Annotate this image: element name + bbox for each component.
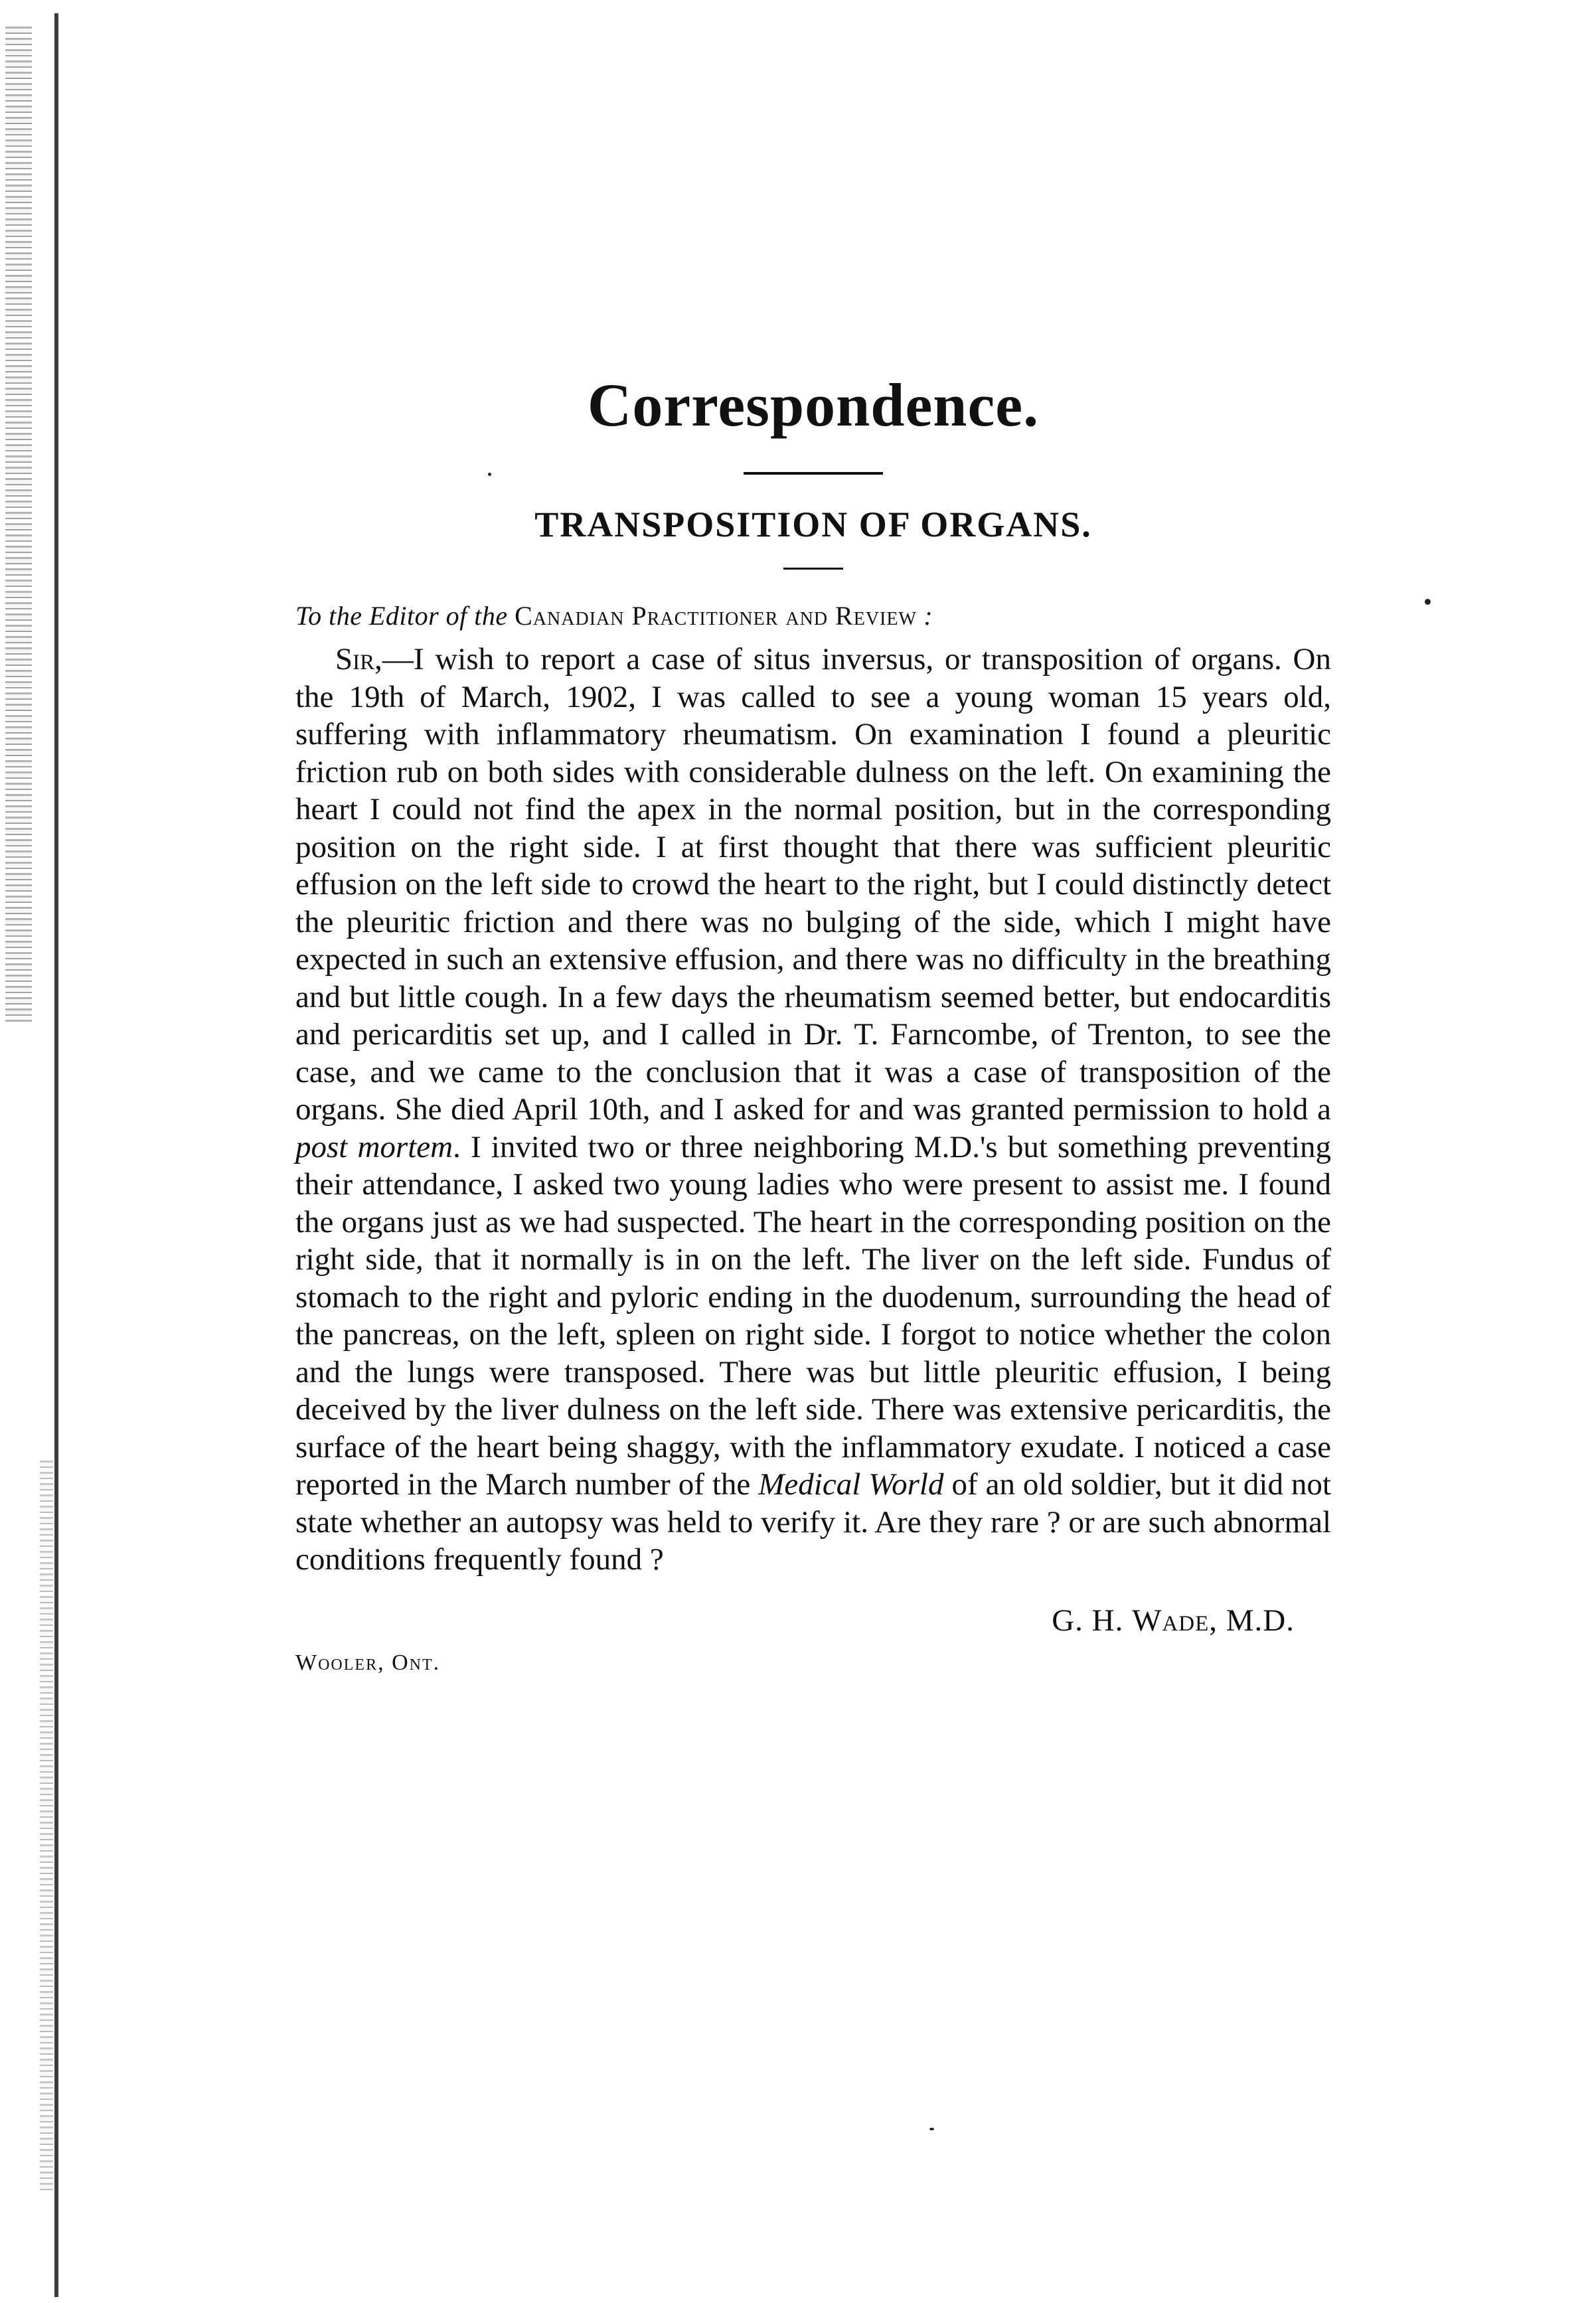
letter-text-italic-medical-world: Medical World: [758, 1467, 944, 1502]
letter-text-part-1: —I wish to report a case of situs inversus, or transposition of organs. On the 19th of March, 1902, I was called to see a young woman 15 years old, suffering with inflammatory rheumatism. On examination I found a pleuritic friction rub on both sides with considerable dulness on the left. On examining the heart I could not find the apex in the normal position, but in the corresponding position on the right side. I at first thought that there was sufficient pleuritic effusion on the left side to crowd the heart to the right, but I could distinctly detect the pleuritic friction and there was no bulging of the side, which I might have expected in such an extensive effusion, and there was no difficulty in the breathing and but little cough. In a few days the rheumatism seemed better, but endocarditis and pericarditis set up, and I called in Dr. T. Farncombe, of Trenton, to see the case, and we came to the conclusion that it was a case of transposition of the organs. She died April 10th, and I asked for and was granted permission to hold a: [295, 642, 1331, 1127]
scan-speck: [1425, 599, 1431, 605]
salutation: [295, 600, 1331, 631]
place-line: Wooler, Ont.: [295, 1650, 441, 1675]
binding-scan-artifact: [5, 27, 32, 1022]
signature: [295, 1603, 1295, 1638]
article-title: TRANSPOSITION OF ORGANS.: [534, 505, 1092, 545]
journal-name: Canadian Practitioner and Review: [515, 601, 917, 631]
binding-line: [54, 13, 58, 2297]
signature-degree: , M.D.: [1209, 1603, 1295, 1638]
letter-text-italic-post-mortem: post mortem: [295, 1129, 453, 1164]
signature-name: Wade: [1132, 1603, 1210, 1638]
heading-rule: [744, 472, 883, 475]
scan-speck: [929, 2128, 934, 2130]
scan-speck: [488, 473, 491, 476]
signature-initials: G. H.: [1052, 1603, 1124, 1638]
letter-text-part-2: . I invited two or three neighboring M.D.'s but something preventing their attendance, I asked two young ladies who were present to assist me. I found the organs just as we had suspected. The heart in the corresponding position on the right side, that it normally is in on the left. The liver on the left side. Fundus of stomach to the right and pyloric ending in the duodenum, surrounding the head of the pancreas, on the left, spleen on right side. I forgot to notice whether the colon and the lungs were transposed. There was but little pleuritic effusion, I being deceived by the liver dulness on the left side. There was extensive pericarditis, the surface of the heart being shaggy, with the inflammatory exudate. I noticed a case reported in the March number of the: [295, 1129, 1331, 1502]
salutation-suffix: :: [923, 601, 933, 631]
page-content: [295, 372, 1331, 1676]
page-binding-edge: [0, 0, 73, 2303]
binding-scan-artifact-lower: [40, 1461, 53, 2191]
letter-text-part-3: of an old soldier, but it did not state whether an autopsy was held to verify it. Are they rare ? or are such abnormal conditions frequently found ?: [295, 1467, 1331, 1577]
letter-body: [295, 641, 1331, 1579]
letter-opening: Sir,: [335, 642, 382, 677]
title-rule: [783, 568, 843, 570]
salutation-prefix: To the Editor of the: [295, 601, 508, 631]
section-heading: Correspondence.: [587, 371, 1040, 439]
